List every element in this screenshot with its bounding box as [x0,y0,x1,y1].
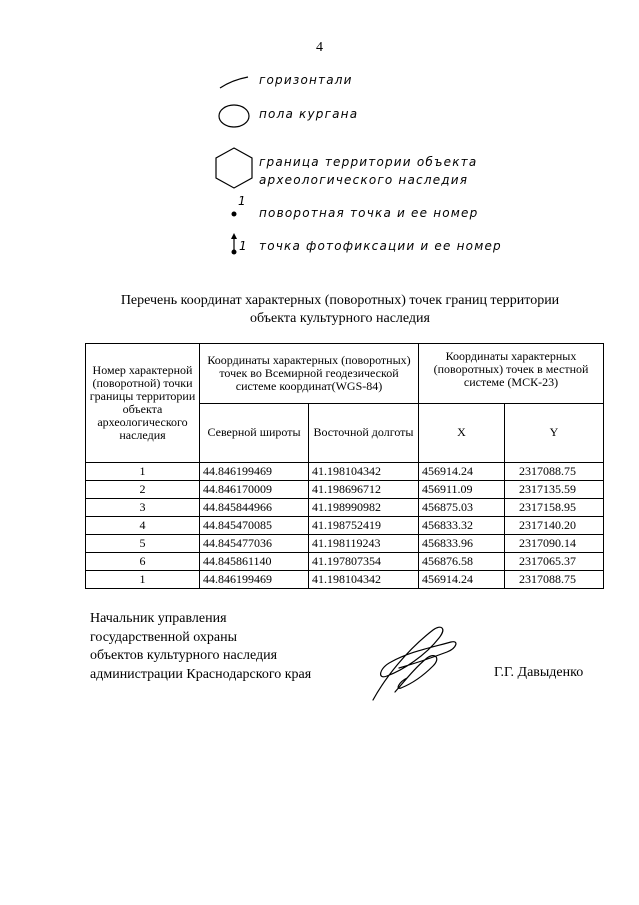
header-wgs84-group: Координаты характерных (поворотных) точек во Всемирной геодезической системе координат(WGS-84) [200,344,419,404]
cell-y: 2317135.59 [505,481,604,499]
legend-label-contour: горизонтали [259,73,353,87]
signer-position-line-4: администрации Краснодарского края [90,666,312,682]
header-y: Y [505,403,604,463]
cell-x: 456914.24 [419,571,505,589]
cell-longitude: 41.197807354 [309,553,419,571]
cell-point-number: 5 [86,535,200,553]
cell-x: 456875.03 [419,499,505,517]
legend-item-mound [214,102,594,142]
cell-longitude: 41.198752419 [309,517,419,535]
cell-point-number: 2 [86,481,200,499]
cell-point-number: 4 [86,517,200,535]
cell-x: 456833.96 [419,535,505,553]
cell-y: 2317090.14 [505,535,604,553]
cell-latitude: 44.846199469 [200,463,309,481]
contour-line-icon [214,70,254,100]
legend-label-turning-point: поворотная точка и ее номер [259,206,479,220]
cell-latitude: 44.845844966 [200,499,309,517]
cell-longitude: 41.198119243 [309,535,419,553]
table-row [86,481,604,499]
table-row [86,553,604,571]
page-number: 4 [316,40,323,55]
table-row [86,535,604,553]
cell-point-number: 1 [86,463,200,481]
legend-label-boundary-2: археологического наследия [259,173,469,187]
legend-label-boundary-1: граница территории объекта [259,155,478,169]
header-east-longitude: Восточной долготы [309,403,419,463]
ellipse-icon [214,102,254,132]
cell-x: 456876.58 [419,553,505,571]
table-row [86,463,604,481]
cell-y: 2317140.20 [505,517,604,535]
signer-position-line-1: Начальник управления [90,611,227,626]
legend-item-photo-point [214,230,594,270]
legend-item-turning-point [214,194,594,234]
map-legend [214,70,594,270]
cell-y: 2317158.95 [505,499,604,517]
table-row [86,517,604,535]
signer-position-line-3: объектов культурного наследия [90,648,278,663]
legend-label-photo-point: точка фотофиксации и ее номер [259,239,502,253]
table-title [60,292,620,328]
cell-longitude: 41.198696712 [309,481,419,499]
cell-longitude: 41.198104342 [309,571,419,589]
header-north-latitude: Северной широты [200,403,309,463]
coordinates-table [85,343,604,589]
table-title-line-1: Перечень координат характерных (поворотных) точек границ территории [120,293,560,308]
legend-item-boundary [214,146,594,186]
cell-longitude: 41.198104342 [309,463,419,481]
cell-x: 456833.32 [419,517,505,535]
cell-latitude: 44.845470085 [200,517,309,535]
photo-point-marker-number: 1 [239,239,248,253]
cell-latitude: 44.845477036 [200,535,309,553]
table-row [86,571,604,589]
header-x: X [419,403,505,463]
header-msk23-group: Координаты характерных (поворотных) точек в местной системе (МСК-23) [419,344,604,404]
turning-point-marker-number: 1 [238,194,247,208]
cell-x: 456914.24 [419,463,505,481]
cell-latitude: 44.846199469 [200,571,309,589]
signer-position [90,610,311,684]
cell-point-number: 6 [86,553,200,571]
legend-label-mound: пола кургана [259,107,359,121]
cell-x: 456911.09 [419,481,505,499]
signer-position-line-2: государственной охраны [90,629,238,645]
table-row [86,499,604,517]
photo-point-icon [214,230,254,260]
cell-latitude: 44.845861140 [200,553,309,571]
signer-name: Г.Г. Давыденко [494,665,584,680]
table-title-line-2: объекта культурного наследия [250,311,430,326]
cell-latitude: 44.846170009 [200,481,309,499]
turning-point-icon [214,194,254,224]
handwritten-signature [355,618,465,708]
cell-point-number: 3 [86,499,200,517]
cell-y: 2317088.75 [505,463,604,481]
cell-longitude: 41.198990982 [309,499,419,517]
header-point-number: Номер характерной (поворотной) точки границы территории объекта археологического наследия [86,344,200,463]
cell-point-number: 1 [86,571,200,589]
cell-y: 2317088.75 [505,571,604,589]
cell-y: 2317065.37 [505,553,604,571]
hexagon-icon [214,146,258,192]
